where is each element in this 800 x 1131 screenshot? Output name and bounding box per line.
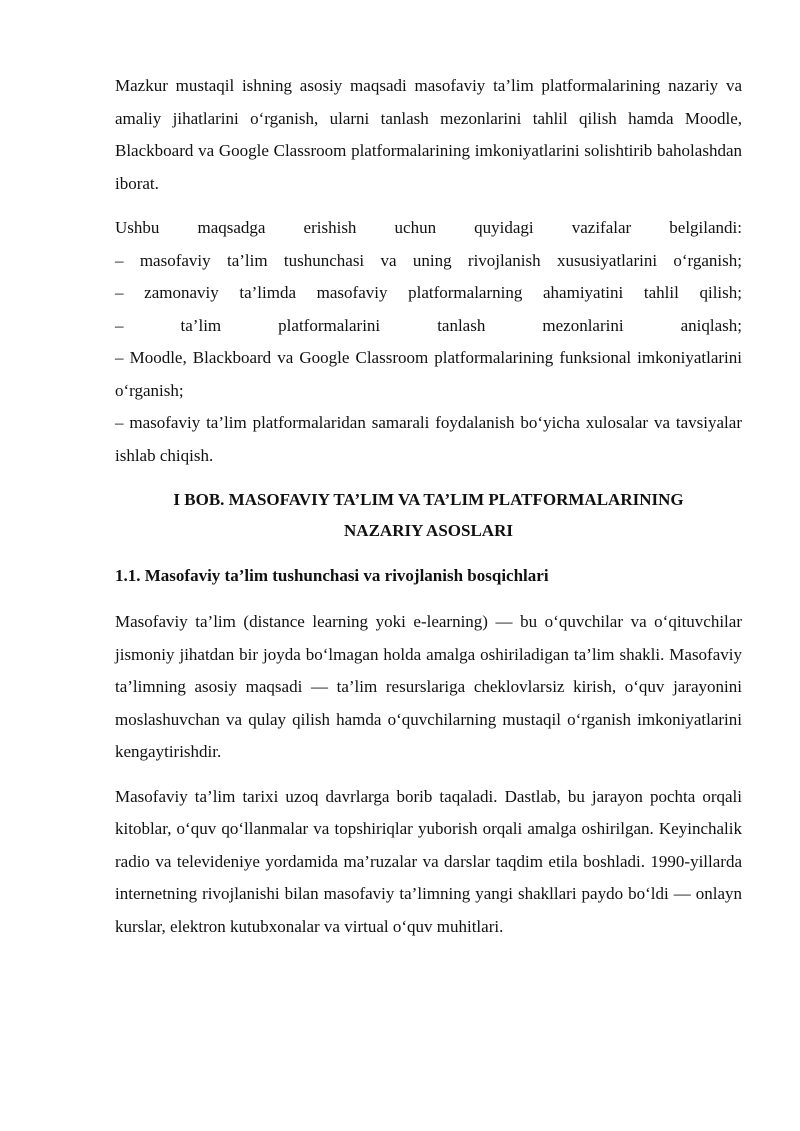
document-page xyxy=(115,70,742,955)
tasks-intro: Ushbu maqsadga erishish uchun quyidagi vazifalar belgilandi: xyxy=(115,218,742,237)
chapter-heading-line-1: I BOB. MASOFAVIY TA’LIM VA TA’LIM PLATFORMALARINING xyxy=(173,490,684,509)
task-item: – Moodle, Blackboard va Google Classroom platformalarining funksional imkoniyatlarini o‘rganish; xyxy=(115,348,742,400)
section-heading: 1.1. Masofaviy ta’lim tushunchasi va rivojlanish bosqichlari xyxy=(115,566,549,585)
task-item: – masofaviy ta’lim platformalaridan samarali foydalanish bo‘yicha xulosalar va tavsiyalar ishlab chiqish. xyxy=(115,413,742,465)
definition-paragraph: Masofaviy ta’lim (distance learning yoki e-learning) — bu o‘quvchilar va o‘qituvchilar jismoniy jihatdan bir joyda bo‘lmagan holda amalga oshiriladigan ta’lim shakli. Masofaviy ta’limning asosiy maqsadi — ta’lim resurslariga cheklovlarsiz kirish, o‘quv jarayonini moslashuvchan va qulay qilish hamda o‘quvchilarning mustaqil o‘rganish imkoniyatlarini kengaytirishdir. xyxy=(115,612,742,761)
chapter-heading-line-2: NAZARIY ASOSLARI xyxy=(344,521,513,540)
history-paragraph: Masofaviy ta’lim tarixi uzoq davrlarga borib taqaladi. Dastlab, bu jarayon pochta orqali kitoblar, o‘quv qo‘llanmalar va topshiriqlar yuborish orqali amalga oshirilgan. Keyinchalik radio va televideniye yordamida ma’ruzalar va darslar taqdim etila boshladi. 1990-yillarda internetning rivojlanishi bilan masofaviy ta’limning yangi shakllari paydo bo‘ldi — onlayn kurslar, elektron kutubxonalar va virtual o‘quv muhitlari. xyxy=(115,786,742,936)
tasks-block xyxy=(115,212,742,472)
task-item: – ta’lim platformalarini tanlash mezonlarini aniqlash; xyxy=(115,315,742,335)
task-item: – zamonaviy ta’limda masofaviy platformalarning ahamiyatini tahlil qilish; xyxy=(115,283,742,302)
task-item: – masofaviy ta’lim tushunchasi va uning rivojlanish xususiyatlarini o‘rganish; xyxy=(115,250,742,270)
chapter-heading xyxy=(115,484,742,546)
intro-paragraph: Mazkur mustaqil ishning asosiy maqsadi masofaviy ta’lim platformalarining nazariy va amaliy jihatlarini o‘rganish, ularni tanlash mezonlarini tahlil qilish hamda Moodle, Blackboard va Google Classroom platformalarining imkoniyatlarini solishtirib baholashdan iborat. xyxy=(115,76,742,193)
